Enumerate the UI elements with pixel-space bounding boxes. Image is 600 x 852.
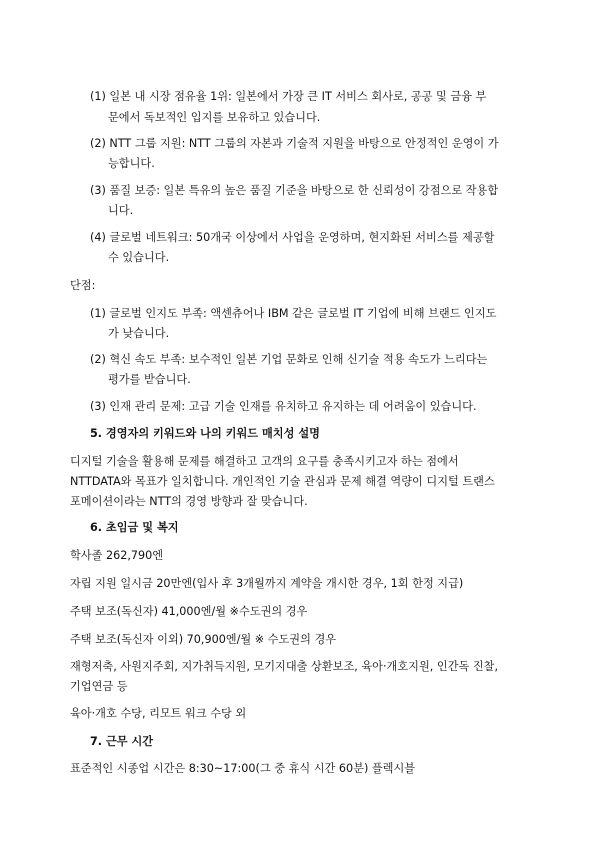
list-number: (3) bbox=[90, 184, 106, 197]
list-number: (2) bbox=[90, 353, 106, 366]
allowance-text: 육아·개호 수당, 리모트 워크 수당 외 bbox=[70, 707, 247, 720]
list-text: 일본 내 시장 점유율 1위: 일본에서 가장 큰 IT 서비스 회사로, 공공 및 금융 부 bbox=[109, 90, 487, 103]
list-number: (1) bbox=[90, 307, 106, 320]
salary-text: 학사졸 262,790엔 bbox=[70, 549, 164, 562]
list-number: (2) bbox=[90, 137, 106, 150]
list-text: 인재 관리 문제: 고급 기술 인재를 유치하고 유지하는 데 어려움이 있습니다. bbox=[109, 400, 477, 413]
section-5-line3: 포메이션이라는 NTT의 경영 방향과 잘 맞습니다. bbox=[70, 495, 308, 508]
list-number: (1) bbox=[90, 90, 106, 103]
list-number: (4) bbox=[90, 231, 106, 244]
strength-1-line2: 문에서 독보적인 입지를 보유하고 있습니다. bbox=[108, 111, 321, 124]
list-text: 품질 보증: 일본 특유의 높은 품질 기준을 바탕으로 한 신뢰성이 강점으로 작용합 bbox=[109, 184, 499, 197]
list-text: 글로벌 인지도 부족: 액센츄어나 IBM 같은 글로벌 IT 기업에 비해 브랜드 인지도 bbox=[109, 307, 497, 320]
strength-4-line1 bbox=[90, 230, 494, 246]
support-text: 자립 지원 일시금 20만엔(입사 후 3개월까지 계약을 개시한 경우, 1회 한정 지급) bbox=[70, 577, 464, 590]
weakness-1-line1 bbox=[90, 306, 496, 322]
weakness-2-line1 bbox=[90, 352, 487, 368]
strength-1-line1 bbox=[90, 89, 486, 105]
section-5-heading: 5. 경영자의 키워드와 나의 키워드 매치성 설명 bbox=[90, 427, 320, 440]
strength-3-line1 bbox=[90, 183, 498, 199]
weakness-label: 단점: bbox=[70, 279, 96, 292]
section-7-heading: 7. 근무 시간 bbox=[90, 735, 154, 748]
list-number: (3) bbox=[90, 400, 106, 413]
weakness-3-line1 bbox=[90, 399, 477, 415]
strength-2-line1 bbox=[90, 136, 499, 152]
weakness-2-line2: 평가를 받습니다. bbox=[108, 373, 191, 386]
strength-3-line2: 니다. bbox=[108, 204, 134, 217]
section-5-line1: 디지털 기술을 활용해 문제를 해결하고 고객의 요구를 충족시키고자 하는 점에서 bbox=[70, 455, 459, 468]
housing-single-text: 주택 보조(독신자) 41,000엔/월 ※수도권의 경우 bbox=[70, 605, 308, 618]
welfare-line2: 기업연금 등 bbox=[70, 680, 128, 693]
list-text: NTT 그룹 지원: NTT 그룹의 자본과 기술적 지원을 바탕으로 안정적인 운영이 가 bbox=[109, 137, 499, 150]
strength-2-line2: 능합니다. bbox=[108, 157, 155, 170]
list-text: 글로벌 네트워크: 50개국 이상에서 사업을 운영하며, 현지화된 서비스를 제공할 bbox=[109, 231, 495, 244]
welfare-line1: 재형저축, 사원지주회, 지가취득지원, 모기지대출 상환보조, 육아·개호지원, 인간독 진찰, bbox=[70, 660, 499, 673]
list-text: 혁신 속도 부족: 보수적인 일본 기업 문화로 인해 신기술 적용 속도가 느리다는 bbox=[109, 353, 488, 366]
weakness-1-line2: 가 낮습니다. bbox=[108, 327, 170, 340]
housing-other-text: 주택 보조(독신자 이외) 70,900엔/월 ※ 수도권의 경우 bbox=[70, 633, 337, 646]
section-6-heading: 6. 초임금 및 복지 bbox=[90, 521, 179, 534]
work-hours-text: 표준적인 시종업 시간은 8:30~17:00(그 중 휴식 시간 60분) 플렉시블 bbox=[70, 762, 416, 775]
strength-4-line2: 수 있습니다. bbox=[108, 251, 170, 264]
section-5-line2: NTTDATA와 목표가 일치합니다. 개인적인 기술 관심과 문제 해결 역량이 디지털 트랜스 bbox=[70, 475, 495, 488]
